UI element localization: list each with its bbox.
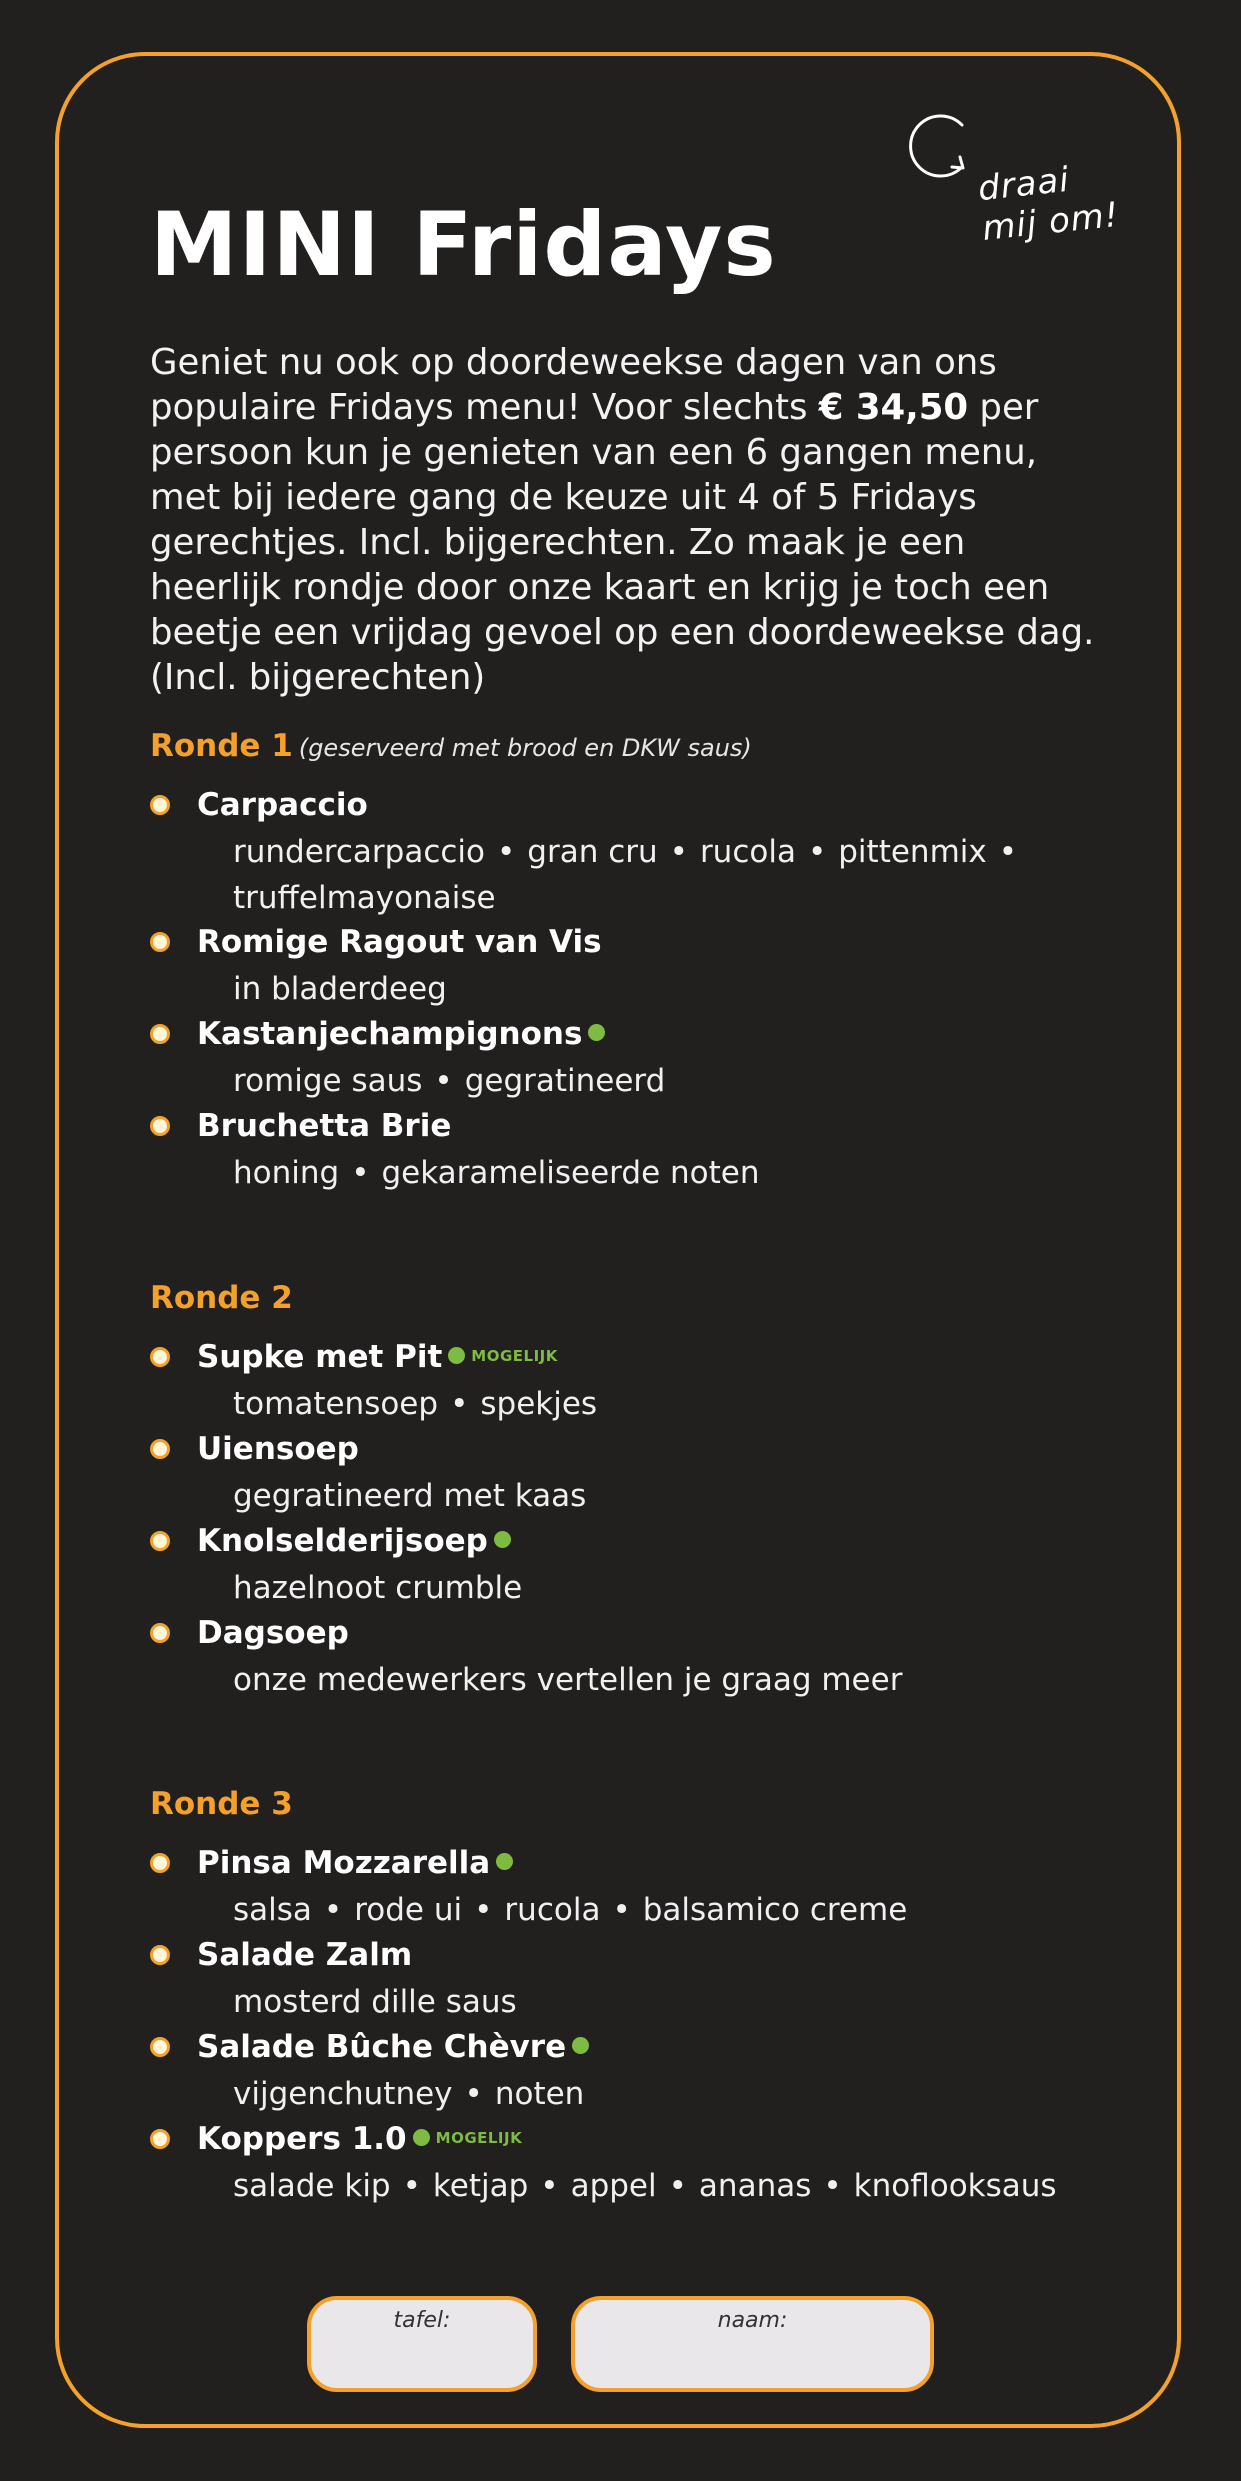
item-description: in bladerdeeg: [233, 971, 447, 1007]
item-name: Kastanjechampignons: [197, 1016, 583, 1052]
item-name: Salade Zalm: [197, 1937, 413, 1973]
vegetarian-icon: [494, 1531, 511, 1548]
round-2-heading: [150, 1280, 293, 1316]
table-field-label: tafel:: [393, 2308, 451, 2333]
item-name: Dagsoep: [197, 1615, 349, 1651]
item-name: Bruchetta Brie: [197, 1108, 452, 1144]
item-description: onze medewerkers vertellen je graag meer: [233, 1662, 903, 1698]
item-name: Supke met Pit: [197, 1339, 443, 1375]
round-1-note: (geserveerd met brood en DKW saus): [298, 734, 752, 762]
item-name-row: [197, 1335, 558, 1381]
vegetarian-icon: [496, 1853, 513, 1870]
item-name: Salade Bûche Chèvre: [197, 2029, 567, 2065]
item-name: Pinsa Mozzarella: [197, 1845, 491, 1881]
intro-text-after: per persoon kun je genieten van een 6 gangen menu, met bij iedere gang de keuze uit 4 of 5 Fridays gerechtjes. Incl. bijgerechten. Zo maak je een heerlijk rondje door onze kaart en krijg je toch een beetje een vrijdag gevoel op een doordeweekse dag. (Incl. bijgerechten): [150, 387, 1095, 698]
flip-note-line1: draai: [976, 159, 1072, 210]
item-description: salade kip • ketjap • appel • ananas • knoflooksaus: [233, 2168, 1057, 2204]
item-name: Knolselderijsoep: [197, 1523, 488, 1559]
item-description: honing • gekarameliseerde noten: [233, 1155, 760, 1191]
vegetarian-icon: [572, 2037, 589, 2054]
radio-bullet-icon[interactable]: [150, 1623, 170, 1643]
item-name-row: [197, 2025, 589, 2069]
radio-bullet-icon[interactable]: [150, 2037, 170, 2057]
round-3-heading: [150, 1786, 293, 1822]
item-name: Romige Ragout van Vis: [197, 924, 602, 960]
item-description: romige saus • gegratineerd: [233, 1063, 666, 1099]
radio-bullet-icon[interactable]: [150, 1439, 170, 1459]
item-description: vijgenchutney • noten: [233, 2076, 585, 2112]
intro-price: € 34,50: [818, 387, 969, 428]
page-title: MINI Fridays: [150, 193, 777, 296]
radio-bullet-icon[interactable]: [150, 1116, 170, 1136]
radio-bullet-icon[interactable]: [150, 795, 170, 815]
item-name: Koppers 1.0: [197, 2121, 407, 2157]
vegetarian-icon: [448, 1347, 465, 1364]
vegetarian-possible-tag: MOGELIJK: [435, 2128, 523, 2147]
item-description: mosterd dille saus: [233, 1984, 517, 2020]
radio-bullet-icon[interactable]: [150, 1531, 170, 1551]
name-field-label: naam:: [717, 2308, 788, 2333]
item-name-row: [197, 2117, 522, 2163]
item-name: Carpaccio: [197, 787, 368, 823]
item-description: tomatensoep • spekjes: [233, 1386, 598, 1422]
radio-bullet-icon[interactable]: [150, 2129, 170, 2149]
flip-note: [976, 155, 1121, 249]
round-1-title: Ronde 1: [150, 728, 293, 764]
item-name-row: [197, 1841, 513, 1885]
item-name-row: [197, 1012, 605, 1056]
radio-bullet-icon[interactable]: [150, 1853, 170, 1873]
round-2-title: Ronde 2: [150, 1280, 293, 1316]
flip-note-line2: mij om!: [980, 194, 1122, 249]
radio-bullet-icon[interactable]: [150, 1347, 170, 1367]
round-3-title: Ronde 3: [150, 1786, 293, 1822]
table-field[interactable]: [307, 2296, 537, 2392]
item-description: salsa • rode ui • rucola • balsamico creme: [233, 1892, 908, 1928]
item-name: Uiensoep: [197, 1431, 359, 1467]
radio-bullet-icon[interactable]: [150, 1945, 170, 1965]
item-description: hazelnoot crumble: [233, 1570, 523, 1606]
intro-text: [150, 340, 1100, 700]
item-description: gegratineerd met kaas: [233, 1478, 587, 1514]
item-name-row: [197, 1519, 511, 1563]
round-1-heading: [150, 728, 752, 764]
vegetarian-icon: [413, 2129, 430, 2146]
intro-text-before: Geniet nu ook op doordeweekse dagen van ons populaire Fridays menu! Voor slechts: [150, 342, 997, 428]
vegetarian-icon: [588, 1024, 605, 1041]
radio-bullet-icon[interactable]: [150, 1024, 170, 1044]
name-field[interactable]: [571, 2296, 934, 2392]
vegetarian-possible-tag: MOGELIJK: [471, 1346, 558, 1365]
radio-bullet-icon[interactable]: [150, 932, 170, 952]
item-description: rundercarpaccio • gran cru • rucola • pittenmix • truffelmayonaise: [233, 834, 1018, 916]
